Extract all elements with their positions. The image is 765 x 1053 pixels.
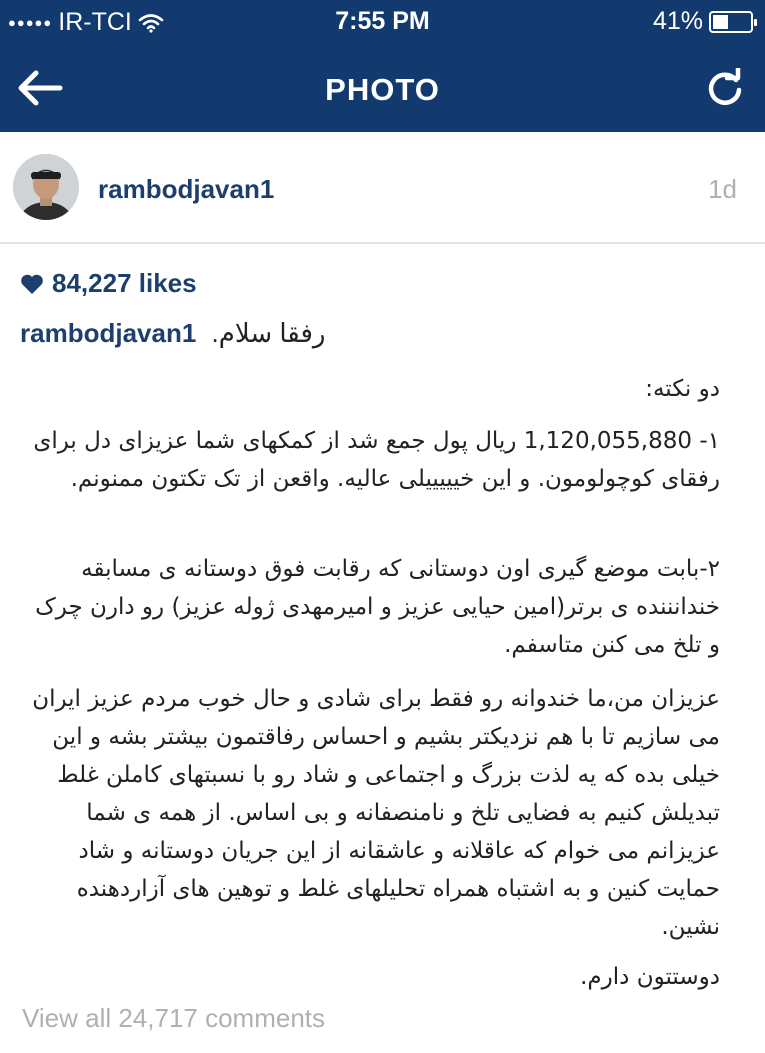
post-username[interactable]: rambodjavan1 [98, 174, 275, 204]
caption-username[interactable]: rambodjavan1 [20, 318, 197, 348]
heart-icon [20, 273, 44, 295]
refresh-button[interactable] [699, 62, 751, 114]
clock: 7:55 PM [335, 7, 430, 35]
battery-indicator [653, 7, 753, 36]
caption-paragraph: عزیزان من،ما خندوانه رو فقط برای شادی و حال خوب مردم عزیز ایران می سازیم تا با هم نزدیکتر بشیم و احساس رفاقتمون بیشتر بشه و این خیلی بده که یه لذت بزرگ و اجتماعی و شاد رو با نسبتهای کاملن غلط تبدیلش کنیم به فضایی تلخ و نامنصفانه و بی اساس. از همه ی شما عزیزانم می خوام که عاقلانه و عاشقانه از این جریان دوستانه و شاد حمایت کنین و به اشتباه همراه تحلیلهای غلط و توهین های آزاردهنده نشین. [32, 686, 720, 940]
page-title: PHOTO [325, 72, 440, 107]
battery-icon [709, 11, 753, 33]
post-time: 1d [708, 174, 737, 204]
caption-paragraph: ۱- 1,120,055,880 ریال پول جمع شد از کمکهای شما عزیزای دل برای رفقای کوچولومون. و این خیییییلی عالیه. واقعن از تک تکتون ممنونم. [33, 428, 720, 492]
profile-photo-icon [13, 154, 79, 220]
avatar[interactable] [13, 154, 79, 220]
caption-first-line: رفقا سلام. [211, 318, 326, 348]
refresh-icon [705, 68, 745, 108]
caption-paragraph: ۲-بابت موضع گیری اون دوستانی که رقابت فوق دوستانه ی مسابقه خندانننده ی برتر(امین حیایی عزیز و امیرمهدی ژوله عزیز) رو دارن چرک و تلخ می کنن متاسفم. [35, 556, 720, 658]
status-bar [0, 0, 765, 42]
likes-label: 84,227 likes [52, 268, 197, 298]
battery-percent: 41% [652, 7, 703, 35]
caption-paragraph: دو نکته: [645, 376, 720, 402]
signal-strength-icon: ●●●●● [8, 15, 53, 30]
view-comments-link[interactable]: View all 24,717 comments [22, 1003, 326, 1033]
caption-header [20, 318, 325, 349]
caption-paragraph: دوستتون دارم. [580, 964, 720, 990]
carrier-name: IR-TCI [58, 8, 132, 36]
battery-fill [713, 15, 728, 29]
post-header [0, 132, 765, 244]
nav-bar [0, 42, 765, 132]
likes-count[interactable] [20, 268, 197, 299]
